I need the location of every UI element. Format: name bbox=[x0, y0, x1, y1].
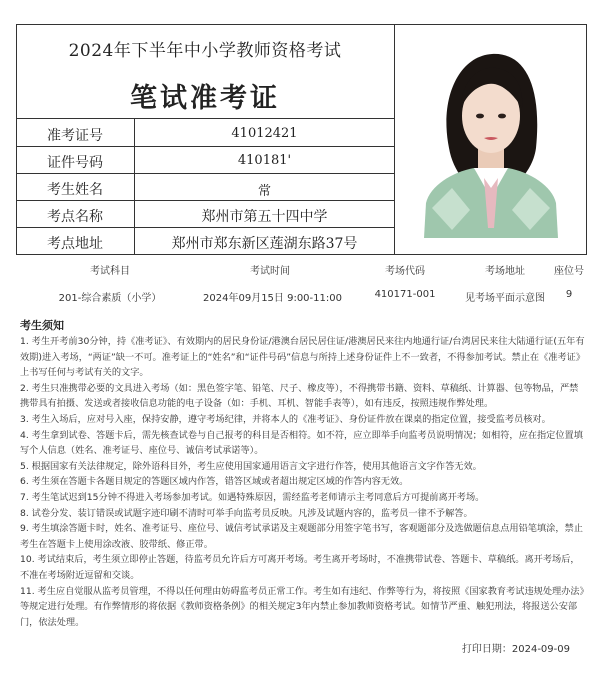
exam-col-header: 座位号 bbox=[554, 266, 584, 277]
divider bbox=[16, 227, 394, 228]
field-value-ticket-number: 41012421 bbox=[231, 126, 298, 141]
divider bbox=[16, 118, 394, 119]
exam-title: 2024年下半年中小学教师资格考试 bbox=[68, 41, 342, 61]
notice-item: 4. 考生拿到试卷、答题卡后，需先核查试卷与自己报考的科目是否相符。如不符，应立即举手向监考员说明情况；如相符，应在指定位置填写个人信息（姓名、准考证号、座位号、诚信考试承诺等）。 bbox=[20, 429, 583, 457]
field-label-address: 考点地址 bbox=[47, 236, 103, 252]
exam-cell-subject: 201-综合素质（小学） bbox=[58, 293, 162, 304]
field-value-id-number: 410181' bbox=[237, 153, 292, 168]
exam-col-header: 考场代码 bbox=[385, 266, 425, 277]
exam-cell-room-code: 410171-001 bbox=[374, 289, 436, 300]
field-label-name: 考生姓名 bbox=[47, 182, 103, 198]
notice-item: 9. 考生填涂答题卡时，姓名、准考证号、座位号、诚信考试承诺及主观题部分用签字笔书写，客观题部分及选做题信息点用铅笔填涂，禁止考生在答题卡上使用涂改液、胶带纸、修正带。 bbox=[20, 523, 583, 550]
field-label-ticket-number: 准考证号 bbox=[47, 128, 103, 144]
page-title: 笔试准考证 bbox=[130, 83, 280, 114]
exam-col-header: 考试科目 bbox=[90, 266, 130, 277]
notice-item: 1. 考生开考前30分钟，持《准考证》、有效期内的居民身份证/港澳台居民居住证/港澳居民来往内地通行证/台湾居民来往大陆通行证(五年有效期)进入考场，“两证”缺一不可。准考证上的“姓名”和“证件号码”信息与所持上述身份证件上不一致者，不得参加考试。禁止在《准考证》上书写任何与考试有关的文字。 bbox=[20, 336, 586, 379]
divider bbox=[16, 200, 394, 201]
field-value-name: 常 bbox=[257, 184, 271, 199]
divider bbox=[16, 173, 394, 174]
field-label-id-number: 证件号码 bbox=[47, 155, 103, 171]
notice-title: 考生须知 bbox=[20, 319, 64, 332]
notice-item: 11. 考生应自觉服从监考员管理，不得以任何理由妨碍监考员正常工作。考生如有违纪、作弊等行为，将按照《国家教育考试违规处理办法》等规定进行处理。有作弊情形的将依据《教师资格条例》的相关规定3年内禁止参加教师资格考试。如情节严重、触犯刑法，将报送公安部门，依法处理。 bbox=[20, 585, 585, 628]
notice-item: 5. 根据国家有关法律规定，除外语科目外，考生应使用国家通用语言文字进行作答，使用其他语言文字作答无效。 bbox=[20, 460, 482, 472]
notice-list bbox=[20, 334, 585, 630]
divider bbox=[16, 146, 394, 147]
candidate-photo bbox=[404, 38, 574, 238]
exam-col-header: 考场地址 bbox=[485, 266, 525, 277]
exam-cell-time: 2024年09月15日 9:00-11:00 bbox=[203, 293, 342, 304]
notice-item: 2. 考生只准携带必要的文具进入考场（如：黑色签字笔、铅笔、尺子、橡皮等），不得携带书籍、资料、草稿纸、计算器、包等物品，严禁携带具有拍摄、发送或者接收信息功能的电子设备（如：手机、耳机、智能手表等），如有违反，按照违规作弊处理。 bbox=[20, 382, 579, 410]
notice-item: 3. 考生入场后，应对号入座，保持安静，遵守考场纪律，并将本人的《准考证》、身份证件放在课桌的指定位置，接受监考员核对。 bbox=[20, 413, 551, 425]
exam-cell-seat: 9 bbox=[565, 289, 573, 300]
field-value-venue: 郑州市第五十四中学 bbox=[201, 209, 328, 225]
exam-col-header: 考试时间 bbox=[250, 266, 290, 277]
field-label-venue: 考点名称 bbox=[47, 209, 103, 225]
print-date: 打印日期：2024-09-09 bbox=[461, 644, 570, 655]
notice-item: 10. 考试结束后，考生须立即停止答题，待监考员允许后方可离开考场。考生离开考场时，不准携带试卷、答题卡、草稿纸。离开考场后，不准在考场附近逗留和交谈。 bbox=[20, 554, 580, 581]
exam-cell-room-address: 见考场平面示意图 bbox=[465, 293, 545, 304]
divider bbox=[394, 24, 395, 255]
notice-item: 6. 考生须在答题卡各题目规定的答题区域内作答，错答区域或者超出规定区域的作答内容无效。 bbox=[20, 476, 409, 488]
field-value-address: 郑州市郑东新区莲湖东路37号 bbox=[171, 236, 358, 252]
notice-item: 8. 试卷分发、装订错误或试题字迹印刷不清时可举手向监考员反映。凡涉及试题内容的，监考员一律不予解答。 bbox=[20, 507, 473, 519]
notice-item: 7. 考生笔试迟到15分钟不得进入考场参加考试。如遇特殊原因，需经监考老师请示主考同意后方可提前离开考场。 bbox=[20, 491, 485, 503]
